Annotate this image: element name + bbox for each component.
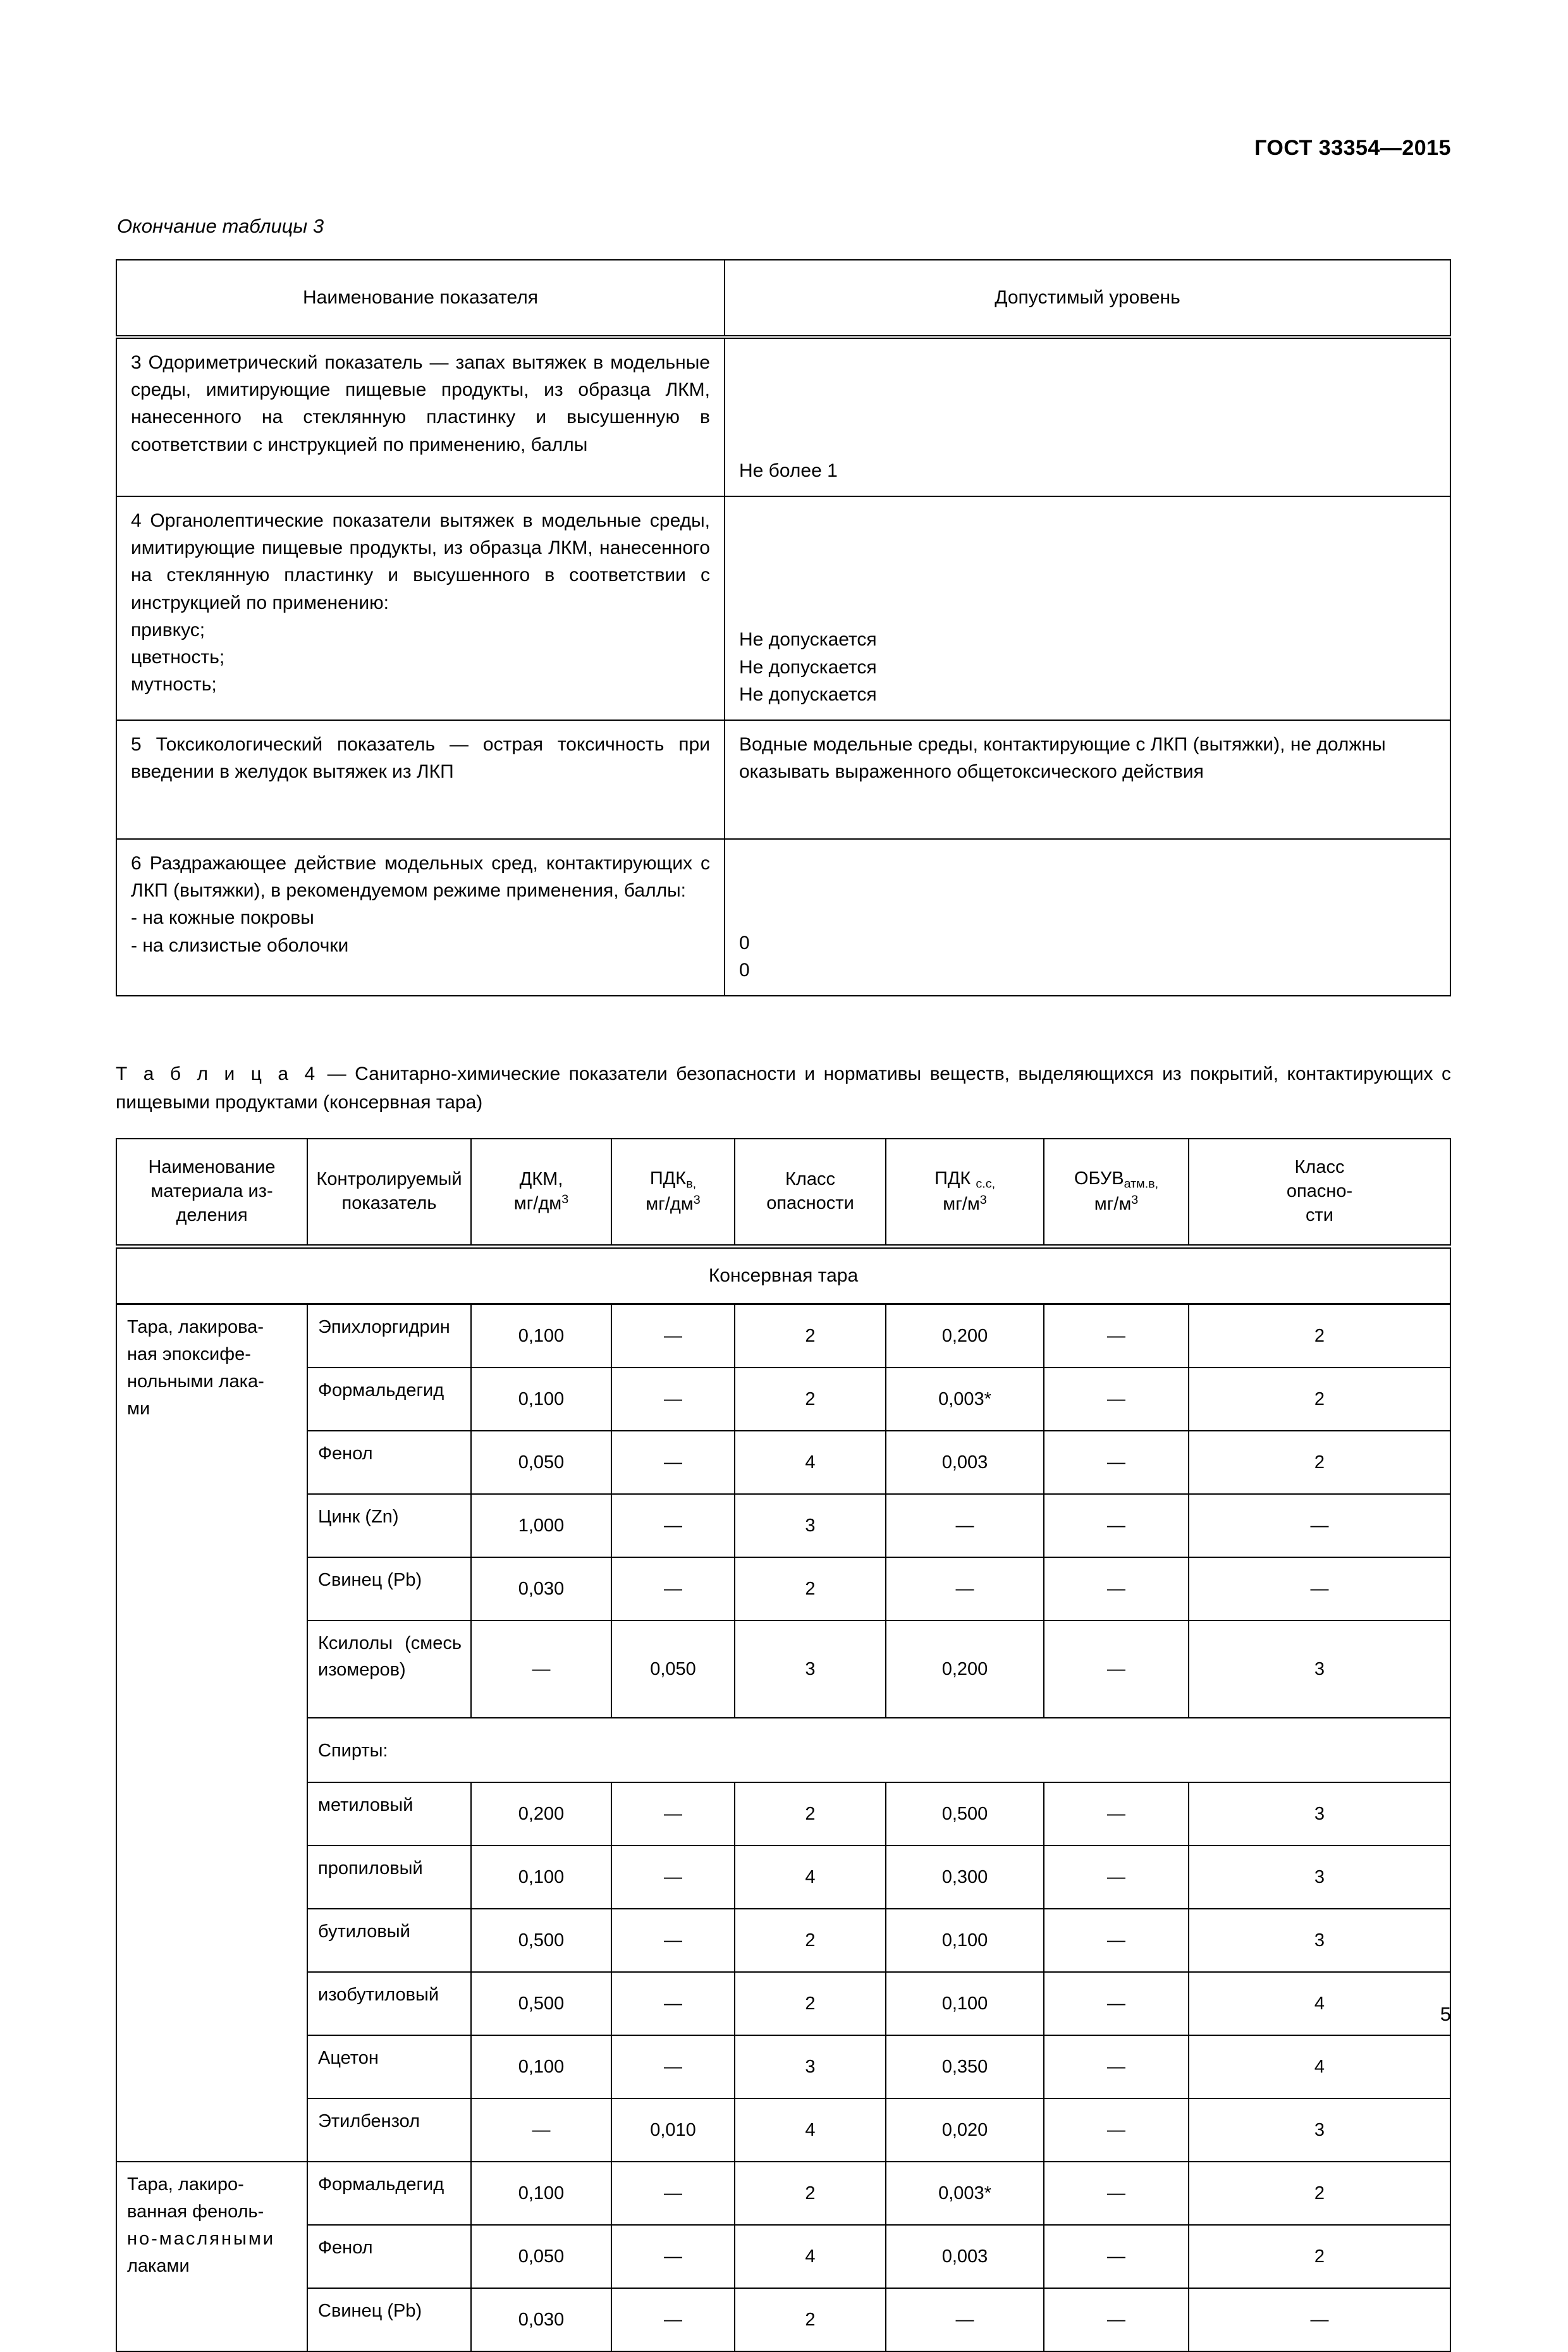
hdr-line xyxy=(1048,1192,1184,1216)
table3-level-6-item-1: 0 xyxy=(739,959,750,981)
table-row xyxy=(116,2098,1450,2162)
table4-indicator: изобутиловый xyxy=(307,1972,471,2035)
table3-level-4 xyxy=(725,496,1450,720)
hdr-line xyxy=(1048,1167,1184,1192)
table-row xyxy=(116,1972,1450,2035)
table4-obuv: — xyxy=(1044,1909,1189,1972)
hdr-subscript: в, xyxy=(686,1177,697,1191)
table3-indicator-6-item-0: - на кожные покровы xyxy=(131,907,314,929)
table4-obuv: — xyxy=(1044,1846,1189,1909)
table4-pdk-ss: 0,350 xyxy=(886,2035,1044,2098)
material-line: Тара, лакирова- xyxy=(127,1317,264,1337)
table4-pdk-v: — xyxy=(611,2225,735,2288)
hdr-line: опасности xyxy=(766,1193,854,1213)
hdr-unit: мг/дм xyxy=(646,1194,694,1215)
table4-col-header-material xyxy=(116,1139,307,1247)
table4-indicator: бутиловый xyxy=(307,1909,471,1972)
table4-class-1: 2 xyxy=(735,1557,886,1620)
table4-pdk-ss: 0,300 xyxy=(886,1846,1044,1909)
table4-class-1: 2 xyxy=(735,2288,886,2351)
table4-pdk-ss: 0,003* xyxy=(886,2162,1044,2225)
table-row xyxy=(116,1846,1450,1909)
table4-dkm: 1,000 xyxy=(471,1494,611,1557)
table4-class-1: 4 xyxy=(735,1846,886,1909)
hdr-line: Наименование xyxy=(148,1157,276,1178)
hdr-line: опасно- xyxy=(1286,1181,1353,1202)
table-row xyxy=(116,839,1450,996)
table4-indicator: Этилбензол xyxy=(307,2098,471,2162)
table4-dkm: 0,100 xyxy=(471,1846,611,1909)
table4-pdk-ss: 0,003 xyxy=(886,2225,1044,2288)
table4-indicator: Формальдегид xyxy=(307,2162,471,2225)
hdr-line: Класс xyxy=(785,1169,835,1190)
table4-col-header-class-2 xyxy=(1189,1139,1450,1247)
table4-pdk-ss: 0,100 xyxy=(886,1972,1044,2035)
table4-subgroup-alcohols: Спирты: xyxy=(307,1718,1450,1782)
table4-pdk-v: — xyxy=(611,1431,735,1494)
table4-pdk-ss: — xyxy=(886,1557,1044,1620)
table4-indicator: Свинец (Pb) xyxy=(307,1557,471,1620)
table4-obuv: — xyxy=(1044,1557,1189,1620)
table-row xyxy=(116,1909,1450,1972)
table4-dkm: 0,100 xyxy=(471,1304,611,1368)
table3-indicator-4-item-1: цветность; xyxy=(131,646,225,668)
document-standard-header: ГОСТ 33354—2015 xyxy=(1254,136,1451,160)
table4-dkm: 0,200 xyxy=(471,1782,611,1846)
table4-obuv: — xyxy=(1044,2098,1189,2162)
table4-dkm: — xyxy=(471,1620,611,1718)
material-line: ная эпоксифе- xyxy=(127,1344,251,1364)
table-3-continuation xyxy=(116,259,1451,996)
table3-col-header-indicator: Наименование показателя xyxy=(116,260,725,337)
table4-pdk-v: — xyxy=(611,1368,735,1431)
table4-class-1: 2 xyxy=(735,1304,886,1368)
table4-pdk-v: — xyxy=(611,1557,735,1620)
table4-col-header-pdk-ss xyxy=(886,1139,1044,1247)
table4-dkm: 0,030 xyxy=(471,2288,611,2351)
table4-pdk-v: — xyxy=(611,1909,735,1972)
table4-indicator: Цинк (Zn) xyxy=(307,1494,471,1557)
table4-indicator: Формальдегид xyxy=(307,1368,471,1431)
table4-class-2: 3 xyxy=(1189,1620,1450,1718)
hdr-symbol: ОБУВ xyxy=(1074,1168,1124,1189)
table-row xyxy=(116,2225,1450,2288)
table3-indicator-3: 3 Одориметрический показатель — запах вытяжек в модельные среды, имитирующие пищевые продукты, из образца ЛКМ, нанесенного на стеклянную пластинку и высушенную в соответствии с инструкцией по применению, баллы xyxy=(116,337,725,496)
hdr-exponent: 3 xyxy=(561,1192,569,1206)
table4-class-1: 3 xyxy=(735,1620,886,1718)
table4-pdk-v: — xyxy=(611,1972,735,2035)
table3-level-4-item-1: Не допускается xyxy=(739,656,877,678)
hdr-subscript: атм.в, xyxy=(1124,1177,1159,1191)
hdr-line: Контролируемый xyxy=(316,1169,462,1190)
table4-class-1: 4 xyxy=(735,2225,886,2288)
table4-dkm: 0,500 xyxy=(471,1972,611,2035)
hdr-line xyxy=(475,1192,607,1216)
table-row xyxy=(116,337,1450,496)
table-row xyxy=(116,496,1450,720)
hdr-subscript: с.с, xyxy=(976,1177,996,1191)
table4-dkm: 0,100 xyxy=(471,2035,611,2098)
table-4-caption xyxy=(116,1060,1451,1117)
table4-class-1: 4 xyxy=(735,2098,886,2162)
table-row xyxy=(116,1782,1450,1846)
table-row xyxy=(116,2035,1450,2098)
table4-class-2: 3 xyxy=(1189,1782,1450,1846)
table4-indicator: Эпихлоргидрин xyxy=(307,1304,471,1368)
table4-class-2: 2 xyxy=(1189,2162,1450,2225)
table-4 xyxy=(116,1138,1451,2352)
material-line: ванная феноль- xyxy=(127,2201,264,2222)
table3-level-6-item-0: 0 xyxy=(739,932,750,953)
table3-indicator-6-item-1: - на слизистые оболочки xyxy=(131,934,349,956)
table3-indicator-4-text: 4 Органолептические показатели вытяжек в модельные среды, имитирующие пищевые продукты, из образца ЛКМ, нанесенного на стеклянную пластинку и высушенного в соответствии с инструкцией по применению: xyxy=(131,510,710,613)
hdr-line: деления xyxy=(176,1204,248,1225)
hdr-symbol: ПДК xyxy=(934,1168,976,1189)
table4-pdk-v: — xyxy=(611,1494,735,1557)
page-number: 5 xyxy=(1440,2003,1451,2025)
table3-level-4-item-0: Не допускается xyxy=(739,629,877,651)
table4-dkm: 0,100 xyxy=(471,2162,611,2225)
hdr-line xyxy=(890,1167,1039,1192)
table4-class-2: 3 xyxy=(1189,1909,1450,1972)
table4-class-2: — xyxy=(1189,2288,1450,2351)
table-row xyxy=(116,1431,1450,1494)
hdr-unit: мг/м xyxy=(943,1194,980,1215)
table4-class-1: 2 xyxy=(735,1782,886,1846)
hdr-exponent: 3 xyxy=(979,1193,987,1207)
table4-class-1: 2 xyxy=(735,1368,886,1431)
table-4-caption-label: Т а б л и ц а 4 xyxy=(116,1063,319,1084)
material-line: нольными лака- xyxy=(127,1371,264,1392)
table4-obuv: — xyxy=(1044,1368,1189,1431)
table4-class-2: 3 xyxy=(1189,2098,1450,2162)
material-line: лаками xyxy=(127,2255,190,2276)
hdr-line xyxy=(616,1192,730,1216)
table4-pdk-v: — xyxy=(611,2288,735,2351)
table4-dkm: 0,100 xyxy=(471,1368,611,1431)
table3-level-6 xyxy=(725,839,1450,996)
table4-indicator: Свинец (Pb) xyxy=(307,2288,471,2351)
table4-col-header-indicator xyxy=(307,1139,471,1247)
table4-material-0 xyxy=(116,1304,307,2162)
table4-class-2: — xyxy=(1189,1557,1450,1620)
table3-level-5: Водные модельные среды, контактирующие с ЛКП (вытяжки), не должны оказывать выраженного общетоксического действия xyxy=(725,720,1450,839)
table4-pdk-v: — xyxy=(611,2035,735,2098)
hdr-line: Класс xyxy=(1294,1157,1345,1178)
table-row xyxy=(116,1304,1450,1368)
hdr-line: ДКМ, xyxy=(519,1169,563,1190)
hdr-symbol: ПДК xyxy=(649,1168,687,1189)
table4-indicator: Фенол xyxy=(307,1431,471,1494)
material-line: ми xyxy=(127,1398,150,1419)
table-row xyxy=(116,2162,1450,2225)
material-line: Тара, лакиро- xyxy=(127,2174,244,2195)
table4-col-header-pdk-v xyxy=(611,1139,735,1247)
hdr-line xyxy=(890,1192,1039,1216)
table4-pdk-v: — xyxy=(611,1782,735,1846)
table4-pdk-ss: — xyxy=(886,1494,1044,1557)
table-row xyxy=(116,1494,1450,1557)
table4-dkm: 0,050 xyxy=(471,1431,611,1494)
table3-indicator-4-item-0: привкус; xyxy=(131,619,205,640)
table4-class-1: 3 xyxy=(735,1494,886,1557)
table4-indicator: метиловый xyxy=(307,1782,471,1846)
table4-obuv: — xyxy=(1044,2225,1189,2288)
hdr-exponent: 3 xyxy=(1131,1193,1139,1207)
table-row xyxy=(116,1620,1450,1718)
table4-class-2: 4 xyxy=(1189,1972,1450,2035)
table4-pdk-ss: 0,500 xyxy=(886,1782,1044,1846)
table3-indicator-6 xyxy=(116,839,725,996)
table4-class-2: 2 xyxy=(1189,2225,1450,2288)
table4-class-2: 2 xyxy=(1189,1431,1450,1494)
table3-indicator-4 xyxy=(116,496,725,720)
table3-header-row xyxy=(116,260,1450,337)
table4-col-header-obuv xyxy=(1044,1139,1189,1247)
table4-pdk-ss: 0,020 xyxy=(886,2098,1044,2162)
table4-dkm: 0,050 xyxy=(471,2225,611,2288)
table4-header-row xyxy=(116,1139,1450,1247)
table4-col-header-class-1 xyxy=(735,1139,886,1247)
table4-indicator: Фенол xyxy=(307,2225,471,2288)
table4-pdk-ss: 0,003* xyxy=(886,1368,1044,1431)
table4-obuv: — xyxy=(1044,1782,1189,1846)
table4-class-1: 3 xyxy=(735,2035,886,2098)
table3-indicator-6-text: 6 Раздражающее действие модельных сред, контактирующих с ЛКП (вытяжки), в рекомендуемом режиме применения, баллы: xyxy=(131,853,710,902)
table4-obuv: — xyxy=(1044,1431,1189,1494)
table4-obuv: — xyxy=(1044,1972,1189,2035)
table4-indicator: Ацетон xyxy=(307,2035,471,2098)
table4-class-1: 2 xyxy=(735,1972,886,2035)
table4-pdk-v: — xyxy=(611,1846,735,1909)
table4-dkm: 0,500 xyxy=(471,1909,611,1972)
table4-class-1: 2 xyxy=(735,2162,886,2225)
material-line: но-масляными xyxy=(127,2228,275,2249)
table4-dkm: — xyxy=(471,2098,611,2162)
table-row xyxy=(116,1718,1450,1782)
table-4-caption-text: — Санитарно-химические показатели безопасности и нормативы веществ, выделяющихся из покрытий, контактирующих с пищевыми продуктами (консервная тара) xyxy=(116,1063,1451,1113)
table4-class-2: 2 xyxy=(1189,1304,1450,1368)
table4-class-1: 4 xyxy=(735,1431,886,1494)
hdr-line: сти xyxy=(1306,1204,1333,1225)
table-row xyxy=(116,2288,1450,2351)
hdr-unit: мг/дм xyxy=(513,1193,562,1214)
table-row xyxy=(116,720,1450,839)
table4-class-2: 2 xyxy=(1189,1368,1450,1431)
table4-pdk-v: — xyxy=(611,1304,735,1368)
hdr-line xyxy=(616,1167,730,1192)
table4-obuv: — xyxy=(1044,1304,1189,1368)
table4-obuv: — xyxy=(1044,2162,1189,2225)
hdr-exponent: 3 xyxy=(693,1193,701,1207)
table4-pdk-ss: 0,003 xyxy=(886,1431,1044,1494)
table4-col-header-dkm xyxy=(471,1139,611,1247)
table-row xyxy=(116,1368,1450,1431)
table4-class-2: 4 xyxy=(1189,2035,1450,2098)
table-row xyxy=(116,1557,1450,1620)
table3-level-3: Не более 1 xyxy=(725,337,1450,496)
table4-class-2: — xyxy=(1189,1494,1450,1557)
table3-indicator-5: 5 Токсикологический показатель — острая токсичность при введении в желудок вытяжек из ЛКП xyxy=(116,720,725,839)
table4-pdk-ss: 0,200 xyxy=(886,1620,1044,1718)
table4-obuv: — xyxy=(1044,2288,1189,2351)
table4-material-1 xyxy=(116,2162,307,2351)
hdr-line: материала из- xyxy=(150,1181,273,1202)
table4-obuv: — xyxy=(1044,2035,1189,2098)
table4-pdk-v: 0,050 xyxy=(611,1620,735,1718)
table3-level-4-item-2: Не допускается xyxy=(739,683,877,705)
table4-class-2: 3 xyxy=(1189,1846,1450,1909)
table3-indicator-4-item-2: мутность; xyxy=(131,674,217,695)
table4-pdk-ss: — xyxy=(886,2288,1044,2351)
table4-pdk-ss: 0,200 xyxy=(886,1304,1044,1368)
table4-indicator: пропиловый xyxy=(307,1846,471,1909)
table4-group-band: Консервная тара xyxy=(116,1247,1450,1304)
table3-continuation-caption: Окончание таблицы 3 xyxy=(117,215,324,237)
hdr-line: показатель xyxy=(341,1193,437,1213)
table4-pdk-ss: 0,100 xyxy=(886,1909,1044,1972)
table4-indicator: Ксилолы (смесь изомеров) xyxy=(307,1620,471,1718)
hdr-unit: мг/м xyxy=(1094,1194,1132,1215)
table4-obuv: — xyxy=(1044,1494,1189,1557)
table4-group-band-row xyxy=(116,1247,1450,1304)
table4-class-1: 2 xyxy=(735,1909,886,1972)
table3-col-header-level: Допустимый уровень xyxy=(725,260,1450,337)
table4-pdk-v: 0,010 xyxy=(611,2098,735,2162)
table4-obuv: — xyxy=(1044,1620,1189,1718)
table4-pdk-v: — xyxy=(611,2162,735,2225)
table4-dkm: 0,030 xyxy=(471,1557,611,1620)
